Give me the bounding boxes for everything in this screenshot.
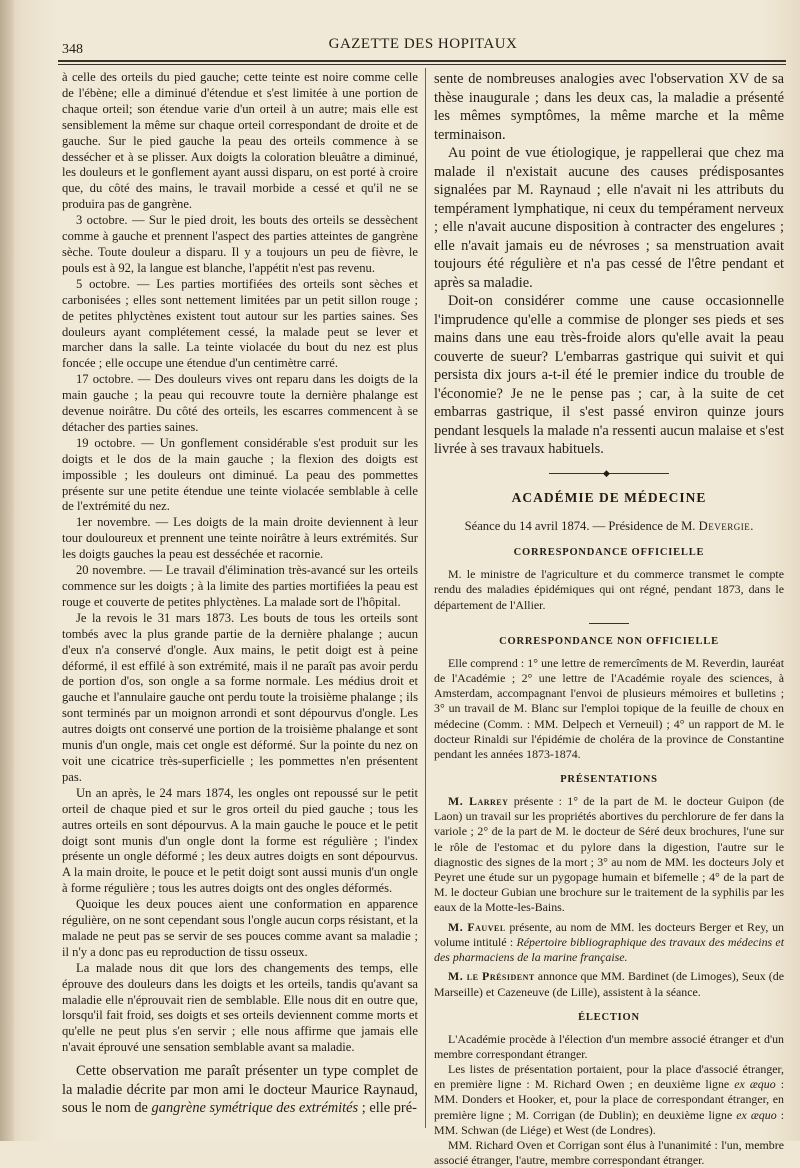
- paragraph: Doit-on considérer comme une cause occasionnelle l'imprudence qu'elle a commise de plonger ses pieds et ses mains dans une eau très-froide alors qu'elle avait la peau couverte de sueur? L'embarras gastrique qui suivit et qui persista dix jours a-t-il été le premier indice du trouble de l'économie? Je ne le pense pas ; car, à la suite de cet embarras gastrique, il s'est passé environ quinze jours pendant lesquels la malade n'a ressenti aucun malaise et s'est livrée à ses travaux habituels.: [434, 293, 784, 457]
- speaker-name: M. Fauvel: [448, 919, 506, 934]
- paragraph-text: annonce que MM. Bardinet (de Limoges), Seux (de Marseille) et Cazeneuve (de Lille), assistent à la séance.: [434, 969, 784, 999]
- paragraph: 19 octobre. — Un gonflement considérable s'est produit sur les doigts et le dos de la main gauche ; la flexion des doigts est impossible ; les douleurs ont diminué. La peau des pommettes présente sur une petite étendue une teinte violacée semblable à celle de l'extrémité du nez.: [62, 435, 418, 514]
- paragraph: 5 octobre. — Les parties mortifiées des orteils sont sèches et carbonisées ; elles sont nettement limitées par un petit sillon rouge ; de petites phlyctènes existent tout autour sur les parties saines. Ses douleurs ayant complétement cessé, la malade peut se lever et marcher dans la salle. La teinte violacée du bout du nez est plus foncée ; elle occupe une étendue d'un centimètre carré.: [62, 276, 418, 371]
- subsection-title: CORRESPONDANCE OFFICIELLE: [513, 547, 705, 559]
- paragraph: MM. Richard Oven et Corrigan sont élus à l'unanimité : l'un, membre associé étranger, l'autre, membre correspondant étranger.: [434, 1138, 784, 1168]
- paragraph: sente de nombreuses analogies avec l'observation XV de sa thèse inaugurale ; dans les deux cas, la maladie a présenté les mêmes symptômes, la même marche et la même terminaison.: [434, 71, 784, 143]
- paragraph: L'Académie procède à l'élection d'un membre associé étranger et d'un membre correspondant étranger.: [434, 1031, 784, 1061]
- header-rule: [58, 60, 786, 62]
- session-president: Devergie: [698, 519, 751, 534]
- session-line: [434, 519, 784, 535]
- paragraph: Au point de vue étiologique, je rappellerai que chez ma malade il n'existait aucune des causes prédisposantes signalées par M. Raynaud ; elle n'avait ni les attributs du tempérament lymphatique, ni ceux du tempérament nerveux ; elle n'avait aucune disposition à contracter des engelures ; elle n'avait jamais eu de névroses ; sa menstruation avait toujours été régulière et n'a pas cessé de l'être pendant et après sa maladie.: [434, 145, 784, 291]
- paragraph: Je la revois le 31 mars 1873. Les bouts de tous les orteils sont tombés avec la plus grande partie de la dernière phalange ; aucun d'eux n'a conservé d'ongle. Aux mains, le petit doigt est à peine déformé, il est effilé à son extrémité, mais il ne paraît pas avoir perdu de portion d'os, son ongle a sa forme normale. Les médius droit et gauche et l'annulaire gauche ont perdu toute la troisième phalange ; ils sont terminés par un moignon arrondi et sont dépourvus d'ongle. Les autres doigts ont conservé une portion de la troisième phalange et sont munis d'un ongle, mais cet ongle est déformé. Sur la pointe du nez on voit une cicatrice très-superficielle ; les pommettes n'en présentent pas.: [62, 610, 418, 784]
- paragraph: à celle des orteils du pied gauche; cette teinte est noire comme celle de l'ébène; elle a diminué d'étendue et s'est limitée à une portion de chaque orteil; son étendue varie d'un orteil à un autre; mais elle est sensiblement la même sur chaque orteil correspondant de droite et de gauche. Sur le pied gauche la peau des orteils commence à se dessécher et à se plisser. Aux doigts la coloration bleuâtre a diminué, les douleurs et le gonflement ayant aussi disparu, on est porté à croire que, du côté des mains, le travail morbide a cessé et qu'il ne se produira pas de gangrène.: [62, 70, 418, 212]
- paragraph: [434, 969, 784, 999]
- latin-phrase: ex æquo: [736, 1107, 777, 1122]
- speaker-name: M. Larrey: [448, 794, 509, 809]
- session-prefix: Séance du 14 avril 1874. — Présidence de M.: [464, 519, 699, 534]
- paragraph: Un an après, le 24 mars 1874, les ongles ont repoussé sur le petit orteil de chaque pied et sur le gros orteil du pied gauche ; tous les autres orteils en sont dépourvus. A la main gauche le pouce et le petit doigt sont munis d'un ongle dont la forme est régulière ; l'index présente un ongle déformé ; les deux autres doigts en sont dépourvus. A la main droite, le pouce et le petit doigt sont aussi munis d'un ongle à forme régulière ; tous les autres doigts ont des ongles déformés.: [62, 785, 418, 896]
- paragraph: Elle comprend : 1° une lettre de remercîments de M. Reverdin, lauréat de l'Académie ; 2° une lettre de l'Académie royale des sciences, à Amsterdam, accompagnant l'envoi de plusieurs mémoires et bulletins ; 3° un travail de M. Blanc sur l'emploi topique de la feuille de choux en médecine (Comm. : MM. Delpech et Verneuil) ; 4° un rapport de M. le docteur Rinaldi sur l'épidémie de choléra de la province de Constantine pendant les années 1873-1874.: [434, 655, 784, 761]
- closing-paragraph: [62, 1062, 418, 1118]
- paragraph: La malade nous dit que lors des changements des temps, elle éprouve des douleurs dans les doigts et les orteils, tandis qu'avant sa maladie elle n'éprouvait rien de semblable. Elle nous dit en outre que, lorsqu'il fait froid, ses doigts et ses orteils deviennent comme morts et qu'elle ne peut plus s'en servir ; elle nous affirme que jamais elle n'avait éprouvé une sensation semblable avant sa maladie.: [62, 960, 418, 1055]
- paragraph: 17 octobre. — Des douleurs vives ont reparu dans les doigts de la main gauche ; la peau qui recouvre toute la dernière phalange est devenue noirâtre. Du côté des orteils, les escarres commencent à se détacher des parties saines.: [62, 372, 418, 434]
- paragraph: [434, 1062, 784, 1138]
- paragraph-text: présente, au nom de MM. les docteurs Berger et Rey, un volume intitulé :: [434, 919, 784, 949]
- paragraph: 20 novembre. — Le travail d'élimination très-avancé sur les orteils commence sur les doigts ; à la limite des parties mortifiées la peau est rouge et couverte de petites phlyctènes. La malade sort de l'hôpital.: [62, 563, 418, 609]
- divider: [589, 623, 629, 624]
- page-number: 348: [62, 42, 83, 57]
- page-fold-shadow: [0, 0, 14, 1141]
- paragraph: [434, 920, 784, 966]
- session-suffix: .: [750, 519, 754, 534]
- section-separator: [549, 473, 669, 474]
- paragraph-text: présente : 1° de la part de M. le docteur Guipon (de Laon) un travail sur les propriétés abortives du perchlorure de fer dans la variole ; 2° de la part de M. le docteur de Séré deux brochures, l'une sur le rôle de l'estomac et du pylore dans la digestion, l'autre sur le diagnostic des signes de la mort ; 3° au nom de MM. les docteurs Joly et Peyret une étude sur un pygopage humain et bifemelle ; 4° de la part de M. le docteur Gubian une brochure sur le traitement de la syphilis par les eaux de la Motte-les-Bains.: [434, 794, 784, 915]
- paragraph-text: : MM. Schwan (de Liége) et West (de Londres).: [434, 1107, 785, 1137]
- paragraph-text: Les listes de présentation portaient, pour la place d'associé étranger, en première ligne : M. Richard Owen ; en deuxième ligne: [434, 1062, 784, 1092]
- header-rule-thin: [58, 64, 786, 65]
- closing-italic: gangrène symétrique des extrémités: [151, 1100, 359, 1117]
- paragraph: 3 octobre. — Sur le pied droit, les bouts des orteils se dessèchent comme à gauche et prennent l'aspect des parties atteintes de gangrène sèche. Toute douleur a disparu. Il y a toujours un peu de fièvre, le pouls est à 92, la langue est blanche, l'appétit n'est pas revenu.: [62, 213, 418, 275]
- paragraph: [434, 794, 784, 916]
- paragraph: Quoique les deux pouces aient une conformation en apparence régulière, on ne sont cependant sous l'ongle aucun corps résistant, et la malade ne peut pas se servir de ses pouces comme avant sa maladie ; il n'y a donc pas eu reproduction de tissu osseux.: [62, 897, 418, 959]
- book-title: Répertoire bibliographique des travaux des médecins et des pharmaciens de la marine française.: [434, 934, 785, 965]
- subsection-title: ÉLECTION: [578, 1011, 640, 1023]
- paragraph: M. le ministre de l'agriculture et du commerce transmet le compte rendu des maladies épidémiques qui ont régné, pendant 1873, dans le département de l'Allier.: [434, 567, 784, 612]
- running-title: GAZETTE DES HOPITAUX: [328, 36, 518, 52]
- closing-text: Cette observation me paraît présenter un type complet de la maladie décrite par mon ami le docteur Maurice Raynaud, sous le nom de: [62, 1063, 418, 1117]
- column-divider: [425, 68, 426, 1128]
- subsection-title: CORRESPONDANCE NON OFFICIELLE: [499, 635, 719, 647]
- page-header: [58, 30, 788, 60]
- closing-text-end: ; elle pré-: [358, 1100, 417, 1117]
- subsection-title: PRÉSENTATIONS: [560, 774, 658, 786]
- section-title: ACADÉMIE DE MÉDECINE: [511, 489, 707, 505]
- paragraph: 1er novembre. — Les doigts de la main droite deviennent à leur tour douloureux et prennent une teinte noirâtre à leurs extrémités. Sur les doigts gauches la peau est desséchée et racornie.: [62, 515, 418, 562]
- right-column: [434, 70, 784, 1168]
- speaker-name: M. le Président: [448, 969, 535, 984]
- paragraph-text: : MM. Donders et Hooker, et, pour la place de correspondant étranger, en première ligne ; M. Corrigan (de Dublin); en deuxième ligne: [434, 1077, 785, 1122]
- left-column: [62, 70, 418, 1118]
- latin-phrase: ex æquo: [734, 1077, 776, 1092]
